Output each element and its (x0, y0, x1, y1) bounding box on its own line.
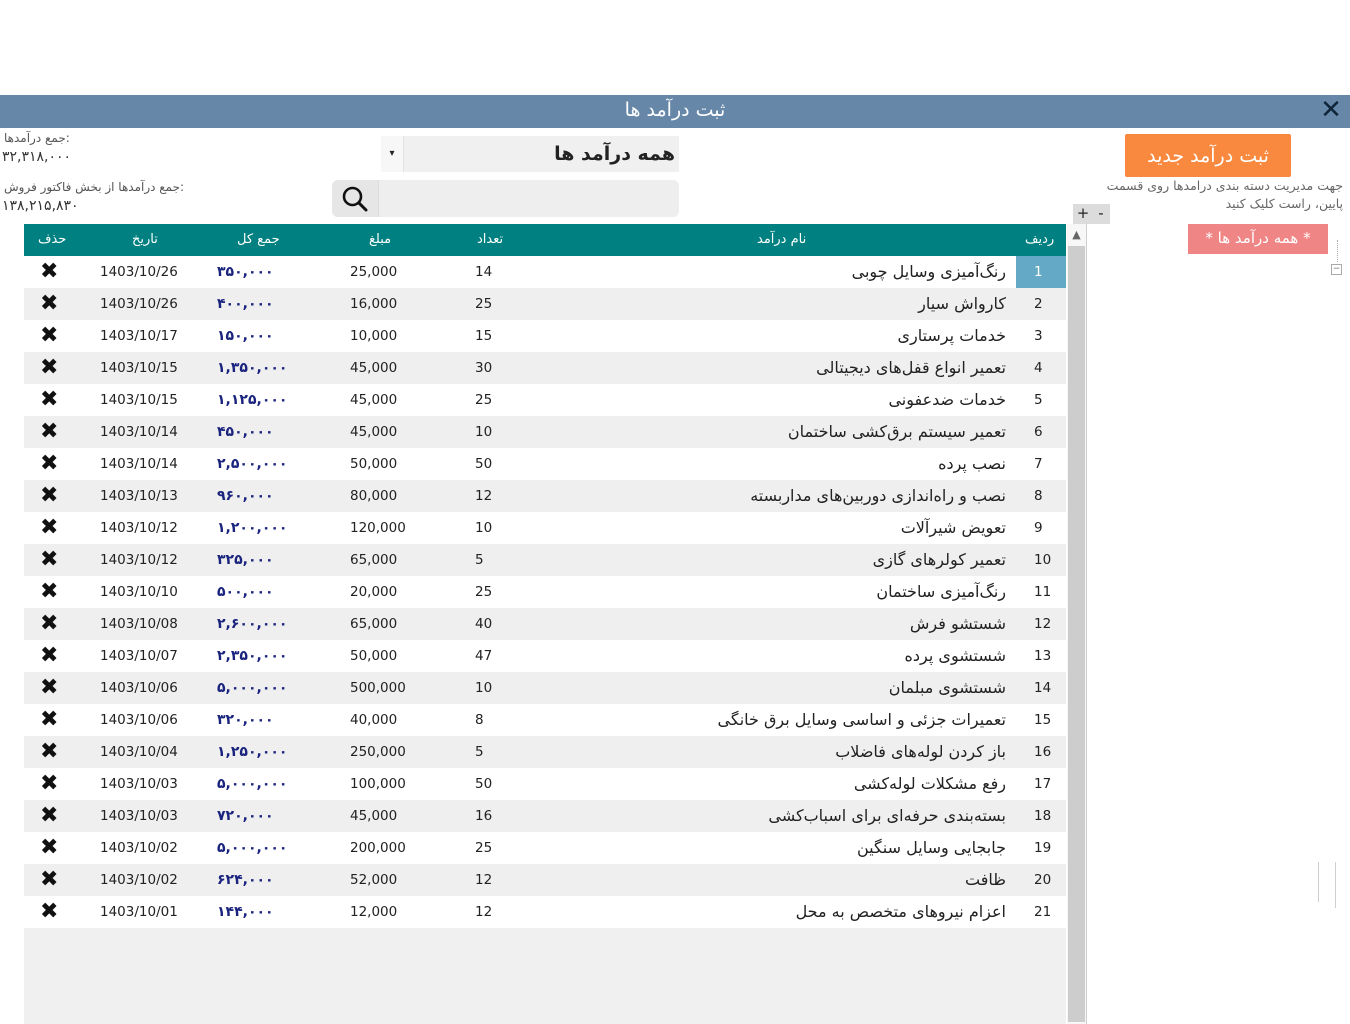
row-name: خدمات ضدعفونی (888, 390, 1006, 409)
row-index: 9 (1034, 520, 1043, 536)
scrollbar-thumb[interactable] (1068, 246, 1085, 1022)
row-name: باز کردن لوله‌های فاضلاب (835, 742, 1006, 761)
row-date: 1403/10/15 (100, 360, 178, 376)
row-index: 2 (1034, 296, 1043, 312)
row-date: 1403/10/26 (100, 264, 178, 280)
row-total: ۳۲۵,۰۰۰ (217, 552, 274, 568)
row-index: 17 (1034, 776, 1052, 792)
row-date: 1403/10/12 (100, 520, 178, 536)
row-total: ۳۲۰,۰۰۰ (217, 712, 274, 728)
row-total: ۱,۲۵۰,۰۰۰ (217, 744, 288, 760)
delete-row-icon[interactable]: ✖ (40, 387, 59, 412)
row-count: 25 (475, 296, 493, 312)
row-amount: 80,000 (350, 488, 398, 504)
row-total: ۵۰۰,۰۰۰ (217, 584, 274, 600)
row-amount: 12,000 (350, 904, 398, 920)
row-amount: 65,000 (350, 616, 398, 632)
row-index: 20 (1034, 872, 1052, 888)
row-name: تعمیرات جزئی و اساسی وسایل برق خانگی (717, 710, 1006, 729)
row-total: ۴۵۰,۰۰۰ (217, 424, 274, 440)
category-filter-value: همه درآمد ها (554, 143, 675, 165)
table-row[interactable] (24, 832, 1066, 864)
category-hint-text: جهت مدیریت دسته بندی درامدها روی قسمت پایین، راست کلیک کنید (1106, 178, 1343, 211)
row-count: 30 (475, 360, 493, 376)
row-total: ۲,۳۵۰,۰۰۰ (217, 648, 288, 664)
row-date: 1403/10/15 (100, 392, 178, 408)
table-row[interactable] (24, 352, 1066, 384)
row-count: 25 (475, 584, 493, 600)
row-amount: 50,000 (350, 456, 398, 472)
row-amount: 45,000 (350, 424, 398, 440)
row-index: 13 (1034, 648, 1052, 664)
row-name: شستشو فرش (909, 614, 1006, 633)
row-name: تعویض شیرآلات (900, 518, 1006, 537)
column-header-name[interactable]: نام درآمد (757, 232, 807, 247)
table-row[interactable] (24, 416, 1066, 448)
total-income-label: جمع درآمدها: (4, 131, 70, 145)
row-amount: 10,000 (350, 328, 398, 344)
chevron-down-icon[interactable]: ▾ (381, 136, 404, 172)
row-index: 6 (1034, 424, 1043, 440)
row-count: 47 (475, 648, 493, 664)
table-row[interactable] (24, 896, 1066, 928)
row-date: 1403/10/06 (100, 712, 178, 728)
delete-row-icon[interactable]: ✖ (40, 899, 59, 924)
row-total: ۷۲۰,۰۰۰ (217, 808, 274, 824)
row-name: خدمات پرستاری (897, 326, 1006, 345)
row-date: 1403/10/04 (100, 744, 178, 760)
row-total: ۱,۳۵۰,۰۰۰ (217, 360, 288, 376)
row-count: 12 (475, 904, 493, 920)
row-amount: 40,000 (350, 712, 398, 728)
row-total: ۵,۰۰۰,۰۰۰ (217, 680, 288, 696)
row-count: 5 (475, 552, 484, 568)
row-count: 40 (475, 616, 493, 632)
delete-row-icon[interactable]: ✖ (40, 867, 59, 892)
row-amount: 50,000 (350, 648, 398, 664)
row-amount: 16,000 (350, 296, 398, 312)
tree-node-collapse-icon[interactable]: − (1332, 264, 1341, 274)
row-index: 14 (1034, 680, 1052, 696)
expand-all-button[interactable]: + (1076, 204, 1090, 222)
delete-row-icon[interactable]: ✖ (40, 451, 59, 476)
row-date: 1403/10/14 (100, 424, 178, 440)
row-count: 12 (475, 488, 493, 504)
tree-guide-line (1318, 862, 1319, 902)
delete-row-icon[interactable]: ✖ (40, 259, 59, 284)
table-row[interactable] (24, 608, 1066, 640)
row-count: 15 (475, 328, 493, 344)
row-name: نصب و راه‌اندازی دوربین‌های مداربسته (750, 486, 1006, 505)
row-date: 1403/10/01 (100, 904, 178, 920)
delete-row-icon[interactable]: ✖ (40, 483, 59, 508)
row-name: ظافت (965, 870, 1006, 889)
row-date: 1403/10/03 (100, 776, 178, 792)
invoice-income-value: ۱۳۸,۲۱۵,۸۳۰ (2, 198, 79, 214)
table-row[interactable] (24, 800, 1066, 832)
delete-row-icon[interactable]: ✖ (40, 707, 59, 732)
row-name: شستشوی پرده (904, 646, 1006, 665)
row-amount: 100,000 (350, 776, 406, 792)
row-index: 4 (1034, 360, 1043, 376)
table-row[interactable] (24, 480, 1066, 512)
row-index: 18 (1034, 808, 1052, 824)
search-button[interactable] (332, 180, 379, 217)
row-total: ۱۴۴,۰۰۰ (217, 904, 274, 920)
row-count: 12 (475, 872, 493, 888)
row-total: ۵,۰۰۰,۰۰۰ (217, 776, 288, 792)
delete-row-icon[interactable]: ✖ (40, 675, 59, 700)
row-name: تعمیر انواع قفل‌های دیجیتالی (816, 358, 1006, 377)
row-date: 1403/10/10 (100, 584, 178, 600)
row-count: 10 (475, 424, 493, 440)
row-index: 3 (1034, 328, 1043, 344)
row-name: بسته‌بندی حرفه‌ای برای اسباب‌کشی (768, 806, 1006, 825)
table-row[interactable] (24, 864, 1066, 896)
row-total: ۵,۰۰۰,۰۰۰ (217, 840, 288, 856)
window-title: ثبت درآمد ها (624, 99, 726, 121)
table-row[interactable] (24, 576, 1066, 608)
row-total: ۱,۱۲۵,۰۰۰ (217, 392, 288, 408)
row-name: کارواش سیار (918, 294, 1006, 313)
delete-row-icon[interactable]: ✖ (40, 323, 59, 348)
search-box[interactable] (332, 180, 679, 217)
row-total: ۹۶۰,۰۰۰ (217, 488, 274, 504)
tree-item-all-income[interactable]: * همه درآمد ها * (1188, 224, 1328, 254)
row-index: 8 (1034, 488, 1043, 504)
table-row[interactable] (24, 736, 1066, 768)
scroll-up-icon[interactable]: ▲ (1072, 228, 1081, 241)
row-total: ۶۲۴,۰۰۰ (217, 872, 274, 888)
row-date: 1403/10/02 (100, 872, 178, 888)
row-amount: 52,000 (350, 872, 398, 888)
table-row[interactable] (24, 640, 1066, 672)
delete-row-icon[interactable]: ✖ (40, 739, 59, 764)
row-index: 12 (1034, 616, 1052, 632)
row-index: 1 (1034, 264, 1043, 280)
table-row[interactable] (24, 704, 1066, 736)
row-amount: 45,000 (350, 808, 398, 824)
table-header (24, 224, 1066, 256)
row-date: 1403/10/08 (100, 616, 178, 632)
row-name: رنگ‌آمیزی ساختمان (876, 582, 1006, 601)
table-row[interactable] (24, 544, 1066, 576)
row-date: 1403/10/06 (100, 680, 178, 696)
delete-row-icon[interactable]: ✖ (40, 835, 59, 860)
table-row[interactable] (24, 288, 1066, 320)
total-income-value: ۳۲,۳۱۸,۰۰۰ (2, 149, 72, 165)
row-count: 8 (475, 712, 484, 728)
row-amount: 200,000 (350, 840, 406, 856)
collapse-all-button[interactable]: - (1098, 204, 1104, 222)
row-amount: 500,000 (350, 680, 406, 696)
delete-row-icon[interactable]: ✖ (40, 771, 59, 796)
table-row[interactable] (24, 768, 1066, 800)
row-date: 1403/10/26 (100, 296, 178, 312)
column-header-delete[interactable]: حذف (38, 232, 67, 247)
table-row[interactable] (24, 256, 1066, 288)
delete-row-icon[interactable]: ✖ (40, 355, 59, 380)
row-date: 1403/10/17 (100, 328, 178, 344)
row-count: 5 (475, 744, 484, 760)
row-total: ۲,۵۰۰,۰۰۰ (217, 456, 288, 472)
row-index: 11 (1034, 584, 1052, 600)
table-row[interactable] (24, 384, 1066, 416)
row-name: رنگ‌آمیزی وسایل چوبی (851, 262, 1006, 281)
row-amount: 45,000 (350, 392, 398, 408)
row-date: 1403/10/03 (100, 808, 178, 824)
row-index: 5 (1034, 392, 1043, 408)
row-name: شستشوی مبلمان (888, 678, 1006, 697)
delete-row-icon[interactable]: ✖ (40, 515, 59, 540)
row-date: 1403/10/14 (100, 456, 178, 472)
row-count: 25 (475, 392, 493, 408)
row-amount: 45,000 (350, 360, 398, 376)
row-index: 16 (1034, 744, 1052, 760)
row-name: اعزام نیروهای متخصص به محل (795, 902, 1006, 921)
row-count: 50 (475, 456, 493, 472)
row-total: ۲,۶۰۰,۰۰۰ (217, 616, 288, 632)
row-name: تعمیر کولرهای گازی (872, 550, 1006, 569)
row-amount: 20,000 (350, 584, 398, 600)
table-row[interactable] (24, 512, 1066, 544)
row-count: 25 (475, 840, 493, 856)
row-name: نصب پرده (938, 454, 1006, 473)
close-icon[interactable]: ✕ (1320, 95, 1342, 125)
row-name: رفع مشکلات لوله‌کشی (853, 774, 1006, 793)
row-index: 19 (1034, 840, 1052, 856)
window-titlebar (0, 95, 1350, 128)
column-header-total[interactable]: جمع کل (237, 232, 280, 247)
table-scrollbar[interactable] (1067, 224, 1086, 1024)
row-amount: 250,000 (350, 744, 406, 760)
row-date: 1403/10/02 (100, 840, 178, 856)
invoice-income-label: جمع درآمدها از بخش فاکتور فروش: (4, 180, 185, 194)
row-name: تعمیر سیستم برق‌کشی ساختمان (787, 422, 1006, 441)
table-row[interactable] (24, 320, 1066, 352)
table-row[interactable] (24, 672, 1066, 704)
row-amount: 120,000 (350, 520, 406, 536)
delete-row-icon[interactable]: ✖ (40, 291, 59, 316)
new-income-button[interactable]: ثبت درآمد جدید (1125, 134, 1291, 177)
row-index: 10 (1034, 552, 1052, 568)
delete-row-icon[interactable]: ✖ (40, 579, 59, 604)
delete-row-icon[interactable]: ✖ (40, 803, 59, 828)
row-index: 7 (1034, 456, 1043, 472)
row-count: 10 (475, 520, 493, 536)
tree-guide-line (1335, 862, 1336, 908)
column-header-index[interactable]: ردیف (1025, 232, 1055, 247)
row-date: 1403/10/07 (100, 648, 178, 664)
row-total: ۱,۲۰۰,۰۰۰ (217, 520, 288, 536)
tree-connector-line (1337, 240, 1338, 262)
row-index: 15 (1034, 712, 1052, 728)
table-row[interactable] (24, 448, 1066, 480)
row-name: جابجایی وسایل سنگین (856, 838, 1006, 857)
category-filter-select[interactable] (381, 136, 679, 172)
delete-row-icon[interactable]: ✖ (40, 643, 59, 668)
column-header-amount[interactable]: مبلغ (369, 232, 392, 247)
panel-divider (1086, 224, 1087, 1024)
row-index: 21 (1034, 904, 1052, 920)
row-count: 14 (475, 264, 493, 280)
income-table (24, 224, 1066, 1024)
column-header-count[interactable]: تعداد (477, 232, 504, 247)
delete-row-icon[interactable]: ✖ (40, 547, 59, 572)
search-icon (341, 185, 369, 213)
delete-row-icon[interactable]: ✖ (40, 611, 59, 636)
row-total: ۳۵۰,۰۰۰ (217, 264, 274, 280)
column-header-date[interactable]: تاریخ (132, 232, 158, 247)
row-count: 16 (475, 808, 493, 824)
tree-expand-controls (1073, 204, 1110, 224)
row-date: 1403/10/12 (100, 552, 178, 568)
row-count: 10 (475, 680, 493, 696)
row-amount: 65,000 (350, 552, 398, 568)
delete-row-icon[interactable]: ✖ (40, 419, 59, 444)
row-count: 50 (475, 776, 493, 792)
row-amount: 25,000 (350, 264, 398, 280)
row-date: 1403/10/13 (100, 488, 178, 504)
row-total: ۱۵۰,۰۰۰ (217, 328, 274, 344)
row-total: ۴۰۰,۰۰۰ (217, 296, 274, 312)
